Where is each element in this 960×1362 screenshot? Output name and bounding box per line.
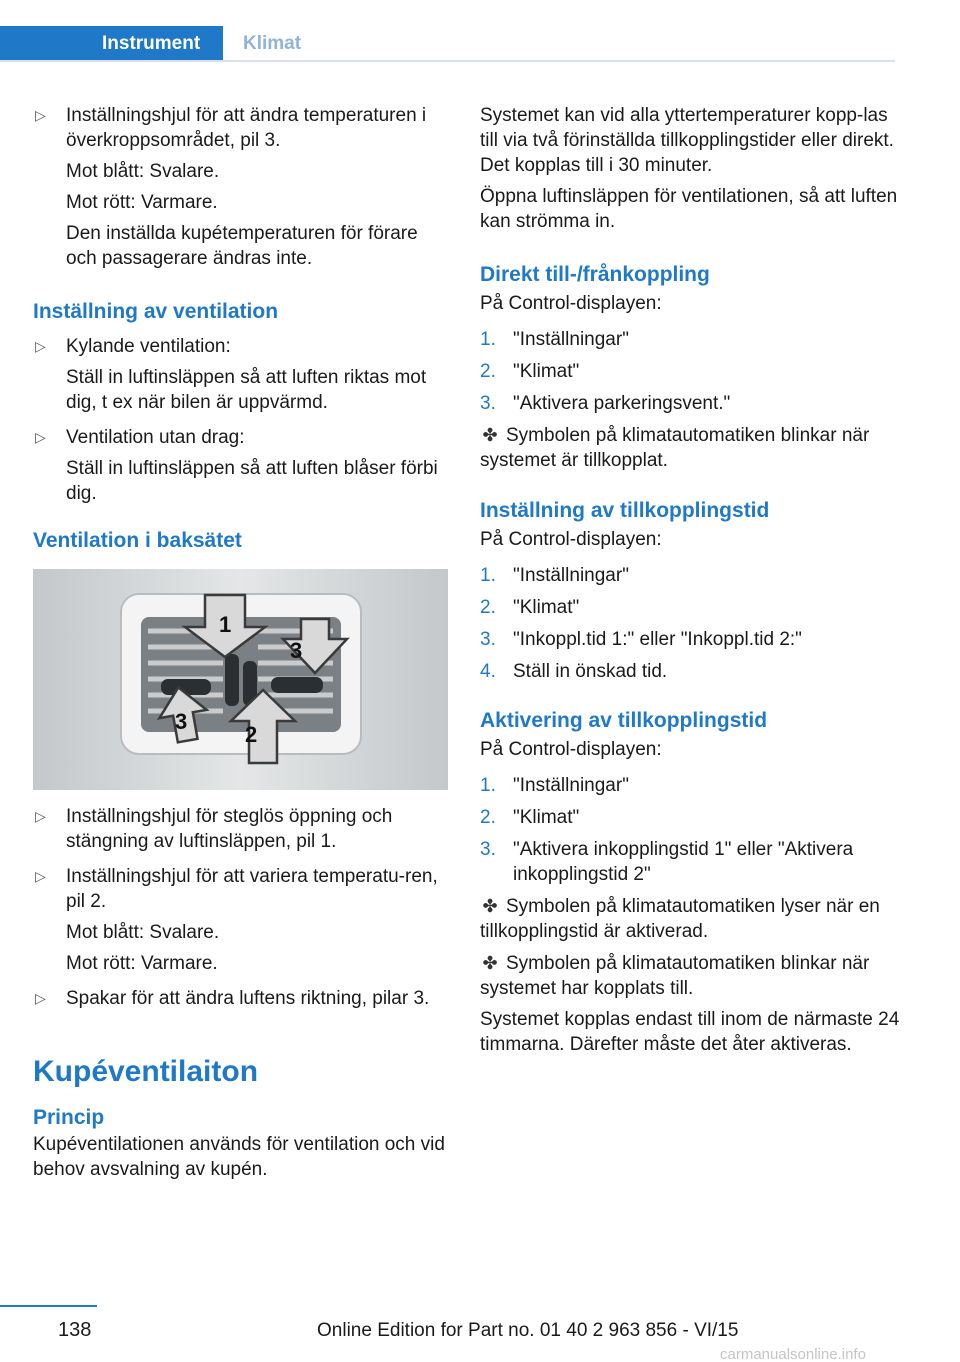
- list-number: 2.: [480, 597, 496, 618]
- bullet-subtext: Den inställda kupétemperaturen för förare och passagerare ändras inte.: [66, 223, 418, 269]
- header-divider: [0, 60, 895, 62]
- edition-text: Online Edition for Part no. 01 40 2 963 856 - VI/15: [317, 1320, 739, 1341]
- heading-ventilation: Inställning av ventilation: [33, 300, 279, 323]
- intro-text: På Control-displayen:: [480, 529, 662, 550]
- bullet-subtext: Mot blått: Svalare.: [66, 922, 220, 943]
- bullet-subtext: Ställ in luftinsläppen så att luften blåser förbi dig.: [66, 458, 438, 504]
- list-number: 2.: [480, 361, 496, 382]
- fan-icon: ✤: [482, 425, 498, 445]
- heading-rear-ventilation: Ventilation i baksätet: [33, 529, 242, 552]
- heading-princip: Princip: [33, 1106, 105, 1129]
- bullet-text: Inställningshjul för steglös öppning och stängning av luftinsläppen, pil 1.: [66, 806, 393, 852]
- list-item: 2. "Klimat": [480, 361, 580, 382]
- list-item: 2. "Klimat": [480, 597, 580, 618]
- footer-divider: [0, 1305, 97, 1307]
- triangle-right-icon: ▷: [35, 107, 46, 123]
- list-item: 3. "Inkoppl.tid 1:" eller "Inkoppl.tid 2:": [480, 629, 802, 650]
- tab-klimat[interactable]: Klimat: [243, 33, 302, 54]
- left-column: [33, 103, 448, 1182]
- page-number: 138: [58, 1319, 92, 1341]
- bullet-text: Inställningshjul för att variera temperatu‐ren, pil 2.: [66, 866, 438, 912]
- note: ✤ Symbolen på klimatautomatiken blinkar när systemet är tillkopplat.: [480, 425, 870, 471]
- triangle-right-icon: ▷: [35, 808, 46, 824]
- tab-instrument[interactable]: Instrument: [0, 26, 223, 62]
- list-number: 3.: [480, 393, 496, 414]
- list-number: 3.: [480, 629, 496, 650]
- list-item: [33, 334, 448, 415]
- list-number: 2.: [480, 807, 496, 828]
- triangle-right-icon: ▷: [35, 338, 46, 354]
- header-tabbar: [0, 0, 895, 62]
- bullet-subtext: Mot rött: Varmare.: [66, 953, 218, 974]
- heading-setting: Inställning av tillkopplingstid: [480, 499, 770, 522]
- list-item: 3. "Aktivera inkopplingstid 1" eller "Aktivera inkopplingstid 2": [480, 839, 854, 885]
- photo-label-1: 1: [219, 612, 232, 637]
- list-item: 1. "Inställningar": [480, 329, 629, 350]
- fan-icon: ✤: [482, 896, 498, 916]
- paragraph: Öppna luftinsläppen för ventilationen, så att luften kan strömma in.: [480, 186, 898, 232]
- list-number: 1.: [480, 565, 496, 586]
- list-item: [33, 425, 448, 506]
- watermark: carmanualsonline.info: [720, 1346, 866, 1362]
- rear-vent-photo: [33, 569, 448, 790]
- list-number: 4.: [480, 661, 496, 682]
- princip-text: Kupéventilationen används för ventilation och vid behov avsvalning av kupén.: [33, 1134, 445, 1180]
- photo-label-2: 2: [245, 722, 258, 747]
- intro-text: På Control-displayen:: [480, 739, 662, 760]
- triangle-right-icon: ▷: [35, 868, 46, 884]
- triangle-right-icon: ▷: [35, 429, 46, 445]
- list-item: 3. "Aktivera parkeringsvent.": [480, 393, 731, 414]
- list-item: [33, 804, 448, 854]
- bullet-subtext: Ställ in luftinsläppen så att luften riktas mot dig, t ex när bilen är uppvärmd.: [66, 367, 427, 413]
- list-item: 1. "Inställningar": [480, 565, 629, 586]
- list-item: [33, 103, 448, 271]
- photo-label-3-bottom: 3: [175, 709, 188, 734]
- heading-activation: Aktivering av tillkopplingstid: [480, 709, 768, 732]
- note: ✤ Symbolen på klimatautomatiken blinkar när systemet har kopplats till.: [480, 953, 870, 999]
- list-number: 1.: [480, 329, 496, 350]
- bullet-text: Ventilation utan drag:: [66, 427, 245, 448]
- list-item: 1. "Inställningar": [480, 775, 629, 796]
- paragraph: Systemet kopplas endast till inom de närmaste 24 timmarna. Därefter måste det åter aktiveras.: [480, 1009, 900, 1055]
- paragraph: Systemet kan vid alla yttertemperaturer kopp‐las till via två förinställda tillkopplingstider eller direkt. Det kopplas till i 30 minuter.: [480, 105, 894, 176]
- list-number: 3.: [480, 839, 496, 860]
- heading-direct: Direkt till-/frånkoppling: [480, 263, 710, 286]
- triangle-right-icon: ▷: [35, 990, 46, 1006]
- fan-icon: ✤: [482, 953, 498, 973]
- list-item: [33, 986, 448, 1011]
- list-item: [33, 864, 448, 976]
- photo-label-3-top: 3: [290, 638, 303, 663]
- bullet-text: Inställningshjul för att ändra temperaturen i överkroppsområdet, pil 3.: [66, 105, 427, 151]
- rear-vent-illustration: [33, 569, 448, 790]
- list-item: 2. "Klimat": [480, 807, 580, 828]
- section-title: Kupéventilaiton: [33, 1055, 259, 1088]
- list-number: 1.: [480, 775, 496, 796]
- list-item: 4. Ställ in önskad tid.: [480, 661, 668, 682]
- note: ✤ Symbolen på klimatautomatiken lyser när en tillkopplingstid är aktiverad.: [480, 896, 880, 942]
- bullet-text: Kylande ventilation:: [66, 336, 231, 357]
- bullet-subtext: Mot blått: Svalare.: [66, 161, 220, 182]
- bullet-subtext: Mot rött: Varmare.: [66, 192, 218, 213]
- bullet-text: Spakar för att ändra luftens riktning, pilar 3.: [66, 988, 430, 1009]
- right-column: [480, 103, 900, 1057]
- intro-text: På Control-displayen:: [480, 293, 662, 314]
